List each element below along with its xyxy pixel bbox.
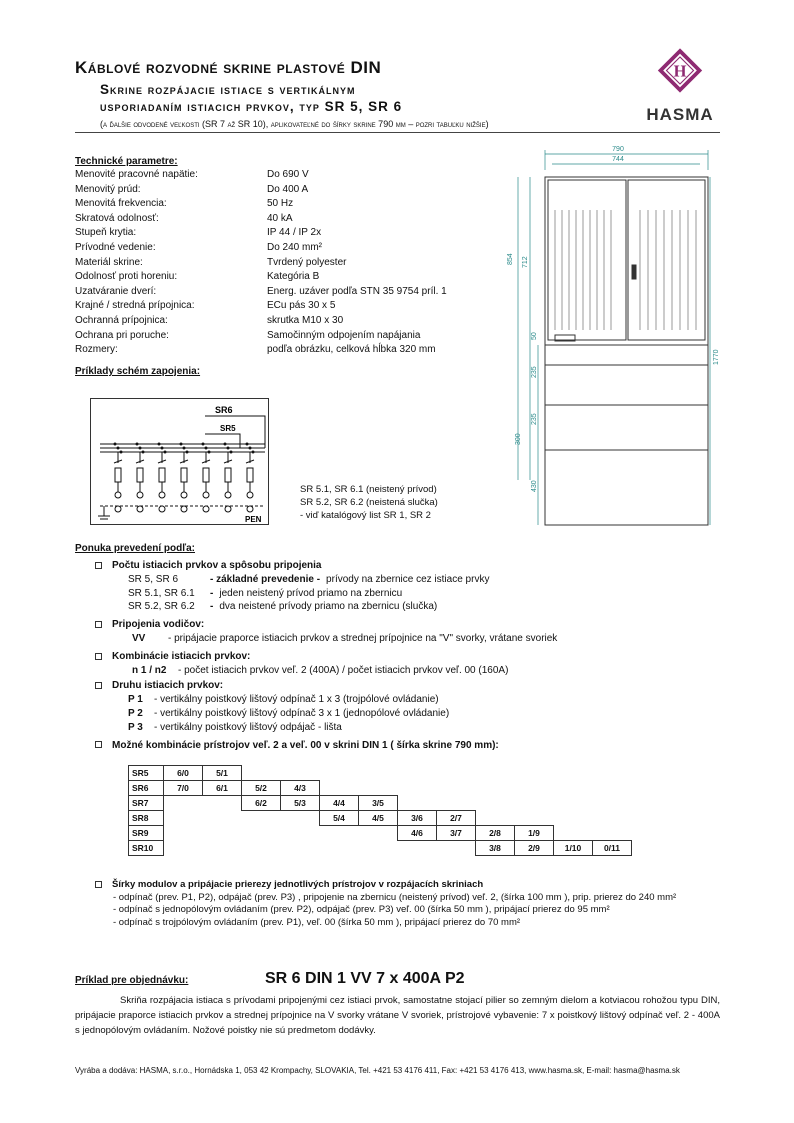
offer-b4-code: P 1 [128, 694, 143, 706]
offer-b4: Druhu istiacich prvkov: [112, 680, 224, 692]
dim-235b: 235 [531, 413, 538, 425]
tech-params-list [75, 168, 447, 358]
schema-title: Príklady schém zapojenia: [75, 366, 201, 377]
offer-b4-desc: - vertikálny poistkový lištový odpájač - lišta [154, 721, 342, 733]
schema-label-sr5: SR5 [220, 424, 236, 433]
fuse-switch-icon [136, 443, 145, 513]
param-value: Tvrdený polyester [267, 256, 347, 268]
param-row [75, 270, 447, 285]
combo-empty-cell [203, 826, 242, 841]
combo-cell: 4/3 [281, 781, 320, 796]
schema-note-3: - viď katalógový list SR 1, SR 2 [300, 510, 431, 521]
order-code: SR 6 DIN 1 VV 7 x 400A P2 [265, 970, 465, 987]
combo-empty-cell [164, 826, 203, 841]
offer-b1-row [95, 600, 557, 614]
page-title: Káblové rozvodné skrine plastové DIN [75, 58, 382, 77]
combo-empty-cell [437, 841, 476, 856]
combo-row [129, 796, 632, 811]
footer: Vyrába a dodáva: HASMA, s.r.o., Hornádska 1, 053 42 Krompachy, SLOVAKIA, Tel. +421 53 4176 411, Fax: +421 53 4176 413, www.hasma.sk, E-mail: hasma@hasma.sk [75, 1066, 680, 1075]
logo-text: HASMA [646, 105, 714, 124]
combo-cell: 1/9 [515, 826, 554, 841]
combo-row [129, 781, 632, 796]
param-value: Do 690 V [267, 169, 309, 180]
dim-790: 790 [612, 146, 624, 153]
param-value: ECu pás 30 x 5 [267, 300, 336, 312]
combo-cell: 2/9 [515, 841, 554, 856]
param-key: Materiál skrine: [75, 256, 143, 268]
combo-empty-cell [242, 841, 281, 856]
combo-row-header: SR9 [129, 826, 164, 841]
combo-cell: 3/8 [476, 841, 515, 856]
fuse-switch-icon [114, 443, 123, 513]
offer-b2-code: VV [132, 632, 146, 644]
dim-430: 430 [531, 480, 538, 492]
schema-note-1: SR 5.1, SR 6.1 (neistený prívod) [300, 484, 437, 495]
hasma-logo [640, 48, 720, 108]
param-key: Uzatváranie dverí: [75, 285, 157, 297]
widths-row-1: - odpínač (prev. P1, P2), odpájač (prev. P3) , pripojenie na zbernicu (neistený prívod) veľ. 2, (šírka 100 mm ), prip. prierez do 240 mm² [113, 891, 677, 903]
offer-b5: Možné kombinácie prístrojov veľ. 2 a veľ. 00 v skrini DIN 1 ( šírka skrine 790 mm): [112, 739, 499, 751]
dim-744: 744 [612, 156, 624, 163]
offer-b4-code: P 3 [128, 721, 143, 733]
combo-empty-cell [203, 796, 242, 811]
widths-row-3: - odpínač s trojpólovým ovládaním (prev. P1), veľ. 00 (šírka 50 mm ), pripájací prierez do 70 mm² [113, 916, 521, 928]
combo-cell: 6/0 [164, 766, 203, 781]
subtitle-2: usporiadaním istiacich prvkov, typ SR 5, SR 6 [100, 99, 403, 114]
offer-b1-code: SR 5.1, SR 6.1 [128, 587, 195, 599]
combo-cell: 1/10 [554, 841, 593, 856]
combo-row-header: SR10 [129, 841, 164, 856]
param-row [75, 168, 447, 183]
offer-b1-desc: prívody na zbernice cez istiace prvky [326, 573, 490, 585]
combo-cell: 2/8 [476, 826, 515, 841]
combo-cell: 0/11 [593, 841, 632, 856]
combo-row-header: SR6 [129, 781, 164, 796]
order-text: Skriňa rozpájacia istiaca s prívodami pripojenými cez istiaci prvok, samostatne stojací pilier so zemným dielom a kotviacou rohožou typu DIN, pripájacie praporce istiacich prvkov a strednej prípojnice na V svorky vrátane V svoriek, prístrojové vybavenie: 7 x poistkový lištový odpínač veľ. 2 - 400A s jednopólovým ovládaním. Nožové poistky nie sú predmetom dodávky. [75, 995, 720, 1036]
combo-empty-cell [398, 841, 437, 856]
offer-b4-desc: - vertikálny poistkový lištový odpínač 1 x 3 (trojpólové ovládanie) [154, 694, 439, 706]
combo-row-header: SR8 [129, 811, 164, 826]
combo-cell: 3/5 [359, 796, 398, 811]
param-value: podľa obrázku, celková hĺbka 320 mm [267, 344, 436, 356]
combo-empty-cell [164, 796, 203, 811]
param-row [75, 256, 447, 271]
param-key: Menovitá frekvencia: [75, 198, 167, 210]
offer-b2: Pripojenia vodičov: [112, 619, 205, 631]
param-key: Ochrana pri poruche: [75, 329, 169, 341]
combo-empty-cell [359, 826, 398, 841]
schema-note-2: SR 5.2, SR 6.2 (neistená slučka) [300, 497, 438, 508]
param-value: Do 400 A [267, 183, 309, 195]
combo-empty-cell [320, 841, 359, 856]
offer-b2-desc: - pripájacie praporce istiacich prvkov a strednej prípojnice na "V" svorky, vrátane svoriek [168, 632, 558, 644]
offer-title: Ponuka prevedení podľa: [75, 543, 195, 554]
offer-b4-row [95, 693, 557, 707]
combo-cell: 5/3 [281, 796, 320, 811]
param-value: Energ. uzáver podľa STN 35 9754 príl. 1 [267, 285, 447, 297]
widths-title: Šírky modulov a pripájacie prierezy jednotlivých prístrojov v rozpájacích skriniach [112, 879, 484, 890]
wiring-schema [90, 398, 295, 530]
offer-b4-row [95, 721, 557, 735]
bullet-square-icon [95, 653, 102, 660]
dim-1770: 1770 [713, 349, 720, 365]
param-value: Kategória B [267, 271, 320, 283]
combo-cell: 5/1 [203, 766, 242, 781]
offer-b1-desc-bold: - [210, 601, 214, 613]
widths-row-2: - odpínač s jednopólovým ovládaním (prev. P2), odpájač (prev. P3) veľ. 00 (šírka 50 mm ), pripájací prierez do 95 mm² [113, 904, 610, 915]
offer-b1-desc: jeden neistený prívod priamo na zbernicu [219, 587, 403, 599]
param-key: Ochranná prípojnica: [75, 314, 168, 326]
combo-empty-cell [164, 811, 203, 826]
offer-b4-code: P 2 [128, 707, 143, 719]
fuse-switch-icon [224, 443, 233, 513]
combo-cell: 6/2 [242, 796, 281, 811]
combo-cell: 6/1 [203, 781, 242, 796]
offer-b1-code: SR 5.2, SR 6.2 [128, 601, 195, 613]
combo-cell: 4/4 [320, 796, 359, 811]
param-key: Menovitý prúd: [75, 183, 141, 195]
combo-cell: 5/2 [242, 781, 281, 796]
combo-empty-cell [281, 811, 320, 826]
dim-712: 712 [522, 256, 529, 268]
dim-854: 854 [507, 253, 514, 265]
order-title: Príklad pre objednávku: [75, 975, 189, 986]
param-key: Stupeň krytia: [75, 227, 137, 239]
bullet-square-icon [95, 682, 102, 689]
subtitle-1: Skrine rozpájacie istiace s vertikálnym [100, 82, 356, 97]
offer-b4-desc: - vertikálny poistkový lištový odpínač 3 x 1 (jednopólové ovládanie) [154, 707, 450, 719]
combo-table [128, 765, 632, 856]
param-key: Odolnosť proti horeniu: [75, 271, 178, 283]
param-row [75, 285, 447, 300]
combo-empty-cell [281, 826, 320, 841]
bullet-square-icon [95, 881, 102, 888]
offer-b3-code: n 1 / n2 [132, 664, 167, 676]
param-row [75, 212, 447, 227]
widths-section [95, 879, 676, 929]
combo-empty-cell [359, 841, 398, 856]
combo-row [129, 826, 632, 841]
offer-list [95, 559, 557, 752]
param-key: Menovité pracovné napätie: [75, 169, 198, 180]
param-key: Skratová odolnosť: [75, 212, 159, 224]
param-key: Krajné / stredná prípojnica: [75, 300, 195, 312]
param-key: Prívodné vedenie: [75, 241, 156, 253]
fuse-switch-icon [246, 443, 255, 513]
param-key: Rozmery: [75, 344, 118, 356]
param-value: Do 240 mm² [267, 241, 323, 253]
param-row [75, 183, 447, 198]
param-row [75, 197, 447, 212]
param-row [75, 299, 447, 314]
fuse-switch-icon [180, 443, 189, 513]
param-value: 50 Hz [267, 198, 294, 210]
bullet-square-icon [95, 741, 102, 748]
combo-cell: 4/6 [398, 826, 437, 841]
combo-empty-cell [164, 841, 203, 856]
cabinet-drawing [500, 140, 725, 535]
fuse-switch-icon [158, 443, 167, 513]
fuse-switch-icon [202, 443, 211, 513]
param-value: Samočinným odpojením napájania [267, 329, 421, 341]
combo-row-header: SR7 [129, 796, 164, 811]
schema-label-sr6: SR6 [215, 405, 233, 415]
offer-b4-row [95, 707, 557, 721]
combo-empty-cell [242, 811, 281, 826]
offer-b3-desc: - počet istiacich prvkov veľ. 2 (400A) / počet istiacich prvkov veľ. 00 (160A) [178, 664, 509, 676]
combo-cell: 7/0 [164, 781, 203, 796]
combo-cell: 3/6 [398, 811, 437, 826]
offer-b1-row [95, 587, 557, 601]
param-row [75, 314, 447, 329]
param-row [75, 343, 447, 358]
combo-cell: 2/7 [437, 811, 476, 826]
param-row [75, 329, 447, 344]
param-value: skrutka M10 x 30 [267, 314, 344, 326]
param-row [75, 241, 447, 256]
offer-b1-desc-bold: - [210, 587, 214, 599]
combo-row [129, 841, 632, 856]
offer-b1: Počtu istiacich prvkov a spôsobu pripojenia [112, 560, 322, 571]
dim-300: 300 [515, 433, 522, 445]
param-value: IP 44 / IP 2x [267, 227, 322, 239]
header-rule [75, 132, 720, 133]
logo-letter: H [673, 61, 687, 81]
param-value: 40 kA [267, 212, 293, 224]
combo-cell: 5/4 [320, 811, 359, 826]
offer-b1-desc-bold: - základné prevedenie - [210, 573, 321, 585]
tech-params-title: Technické parametre: [75, 156, 178, 167]
param-row [75, 226, 447, 241]
offer-b1-desc: dva neistené prívody priamo na zbernicu (slučka) [219, 601, 438, 613]
combo-row-header: SR5 [129, 766, 164, 781]
subtitle-note: (a ďalšie odvodené veľkosti (SR 7 až SR 10), aplikovateľné do šírky skrine 790 mm – pozri tabuľku nižšie) [100, 119, 489, 129]
bullet-square-icon [95, 562, 102, 569]
combo-empty-cell [242, 826, 281, 841]
combo-cell: 3/7 [437, 826, 476, 841]
combo-empty-cell [203, 811, 242, 826]
combo-empty-cell [281, 841, 320, 856]
combo-row [129, 766, 632, 781]
dim-50: 50 [531, 332, 538, 340]
combo-cell: 4/5 [359, 811, 398, 826]
offer-b1-row [95, 573, 557, 587]
combo-row [129, 811, 632, 826]
combo-empty-cell [203, 841, 242, 856]
combo-empty-cell [320, 826, 359, 841]
offer-b1-code: SR 5, SR 6 [128, 573, 179, 585]
offer-b3: Kombinácie istiacich prvkov: [112, 650, 251, 662]
schema-label-pen: PEN [245, 515, 262, 524]
dim-235a: 235 [531, 366, 538, 378]
bullet-square-icon [95, 621, 102, 628]
